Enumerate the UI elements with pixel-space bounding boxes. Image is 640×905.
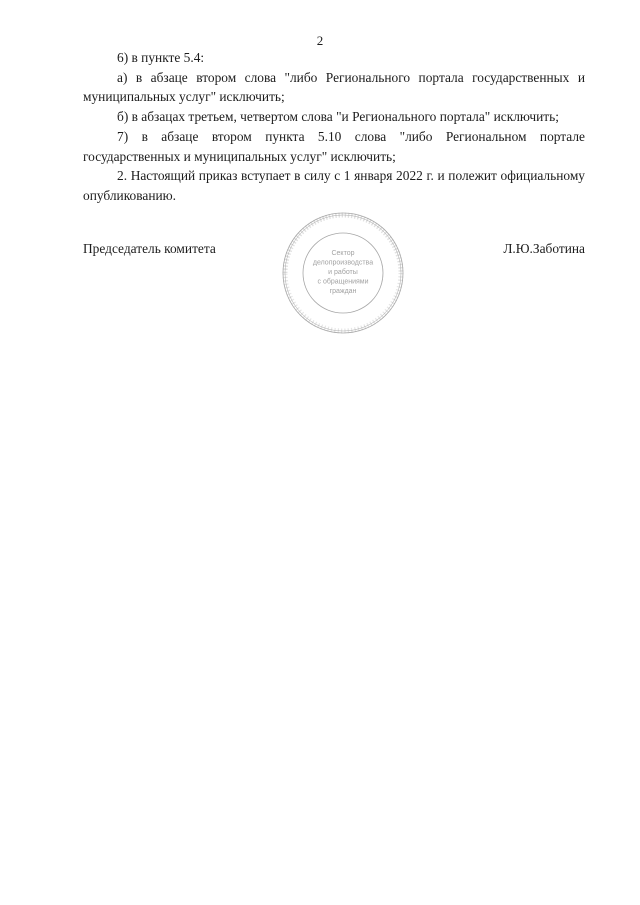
stamp-inner-line: граждан (329, 288, 357, 295)
stamp-inner-line: с обращениями (317, 278, 369, 286)
document-body (83, 48, 585, 206)
paragraph-subitem-a: а) в абзаце втором слова "либо Регионального портала государственных и муниципальных услуг" исключить; (83, 69, 585, 105)
stamp-inner-line: делопроизводства (312, 259, 374, 267)
paragraph-subitem-b: б) в абзацах третьем, четвертом слова "и Регионального портала" исключить; (117, 109, 559, 125)
page-number: 2 (316, 33, 324, 48)
stamp-inner-line: и работы (328, 269, 358, 276)
stamp-inner-line: Сектор (331, 250, 355, 257)
paragraph-item-7: 7) в абзаце втором пункта 5.10 слова "либо Региональном портале государственных и муниципальных услуг" исключить; (83, 128, 585, 164)
signatory-name: Л.Ю.Заботина (503, 241, 585, 256)
signatory-title: Председатель комитета (83, 241, 216, 256)
paragraph-effective-date: 2. Настоящий приказ вступает в силу с 1 января 2022 г. и полежит официальному опубликованию. (83, 168, 585, 203)
official-seal-stamp (280, 210, 406, 336)
paragraph-item-6: 6) в пункте 5.4: (117, 50, 205, 65)
